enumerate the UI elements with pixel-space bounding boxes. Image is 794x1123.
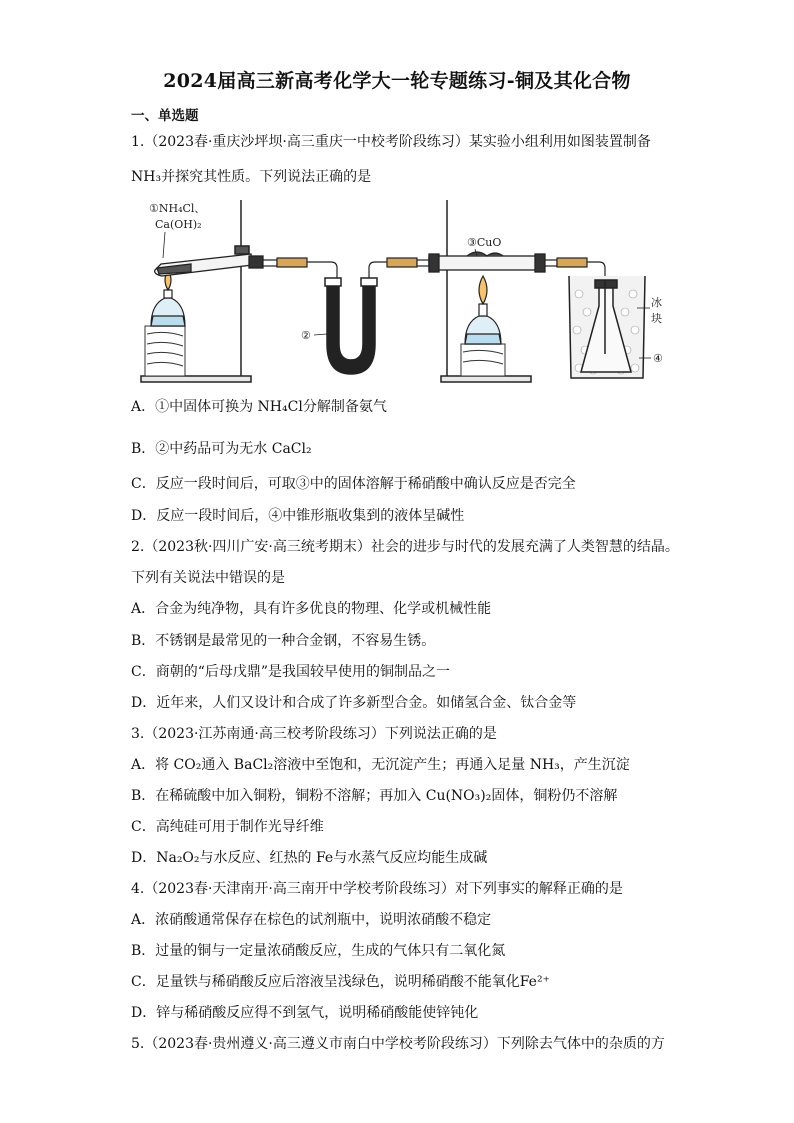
wooden-block-3 bbox=[461, 344, 505, 376]
q3-option-a: A．将 CO₂通入 BaCl₂溶液中至饱和，无沉淀产生；再通入足量 NH₃，产生沉淀 bbox=[131, 757, 630, 773]
q4-option-d: D．锌与稀硝酸反应得不到氢气，说明稀硝酸能使锌钝化 bbox=[131, 1005, 479, 1021]
q5-stem-line1: 5.（2023春·贵州遵义·高三遵义市南白中学校考阶段练习）下列除去气体中的杂质的方 bbox=[131, 1036, 665, 1052]
q4-option-a: A．浓硝酸通常保存在棕色的试剂瓶中，说明浓硝酸不稳定 bbox=[131, 912, 492, 928]
fig-label-ice-1: 冰 bbox=[651, 296, 662, 309]
apparatus-diagram bbox=[131, 194, 671, 384]
wooden-block-1 bbox=[145, 326, 185, 376]
q2-stem-line2: 下列有关说法中错误的是 bbox=[131, 570, 285, 586]
fig-label-1a: ①NH₄Cl、 bbox=[149, 202, 206, 215]
document-title: 2024届高三新高考化学大一轮专题练习-铜及其化合物 bbox=[163, 70, 631, 92]
q1-option-a: A．①中固体可换为 NH₄Cl分解制备氨气 bbox=[131, 399, 387, 415]
q4-stem-line1: 4.（2023春·天津南开·高三南开中学校考阶段练习）对下列事实的解释正确的是 bbox=[131, 881, 623, 897]
fig-label-3: ③CuO bbox=[467, 236, 502, 249]
q2-option-a: A．合金为纯净物，具有许多优良的物理、化学或机械性能 bbox=[131, 601, 492, 617]
alcohol-lamp-3 bbox=[465, 276, 501, 344]
q3-option-c: C．高纯硅可用于制作光导纤维 bbox=[131, 819, 324, 835]
q3-option-b: B．在稀硫酸中加入铜粉，铜粉不溶解；再加入 Cu(NO₃)₂固体，铜粉仍不溶解 bbox=[131, 788, 618, 804]
q3-option-d: D．Na₂O₂与水反应、红热的 Fe与水蒸气反应均能生成碱 bbox=[131, 850, 488, 866]
q2-option-d: D．近年来，人们又设计和合成了许多新型合金。如储氢合金、钛合金等 bbox=[131, 695, 577, 711]
q1-stem-line1: 1.（2023春·重庆沙坪坝·高三重庆一中校考阶段练习）某实验小组利用如图装置制备 bbox=[131, 134, 651, 150]
q1-option-c: C．反应一段时间后，可取③中的固体溶解于稀硝酸中确认反应是否完全 bbox=[131, 476, 576, 492]
q1-stem-line2: NH₃并探究其性质。下列说法正确的是 bbox=[131, 169, 372, 185]
test-tube-1 bbox=[155, 254, 263, 276]
fig-label-4: ④ bbox=[653, 352, 663, 365]
q4-option-c: C．足量铁与稀硝酸反应后溶液呈浅绿色，说明稀硝酸不能氧化Fe²⁺ bbox=[131, 974, 550, 990]
fig-label-ice-2: 块 bbox=[651, 312, 662, 325]
connector-2 bbox=[369, 258, 429, 278]
section-heading: 一、单选题 bbox=[131, 108, 199, 124]
q2-option-c: C．商朝的“后母戊鼎”是我国较早使用的铜制品之一 bbox=[131, 664, 451, 680]
q3-stem-line1: 3.（2023·江苏南通·高三校考阶段练习）下列说法正确的是 bbox=[131, 726, 497, 742]
fig-label-2: ② bbox=[301, 329, 311, 342]
u-tube bbox=[325, 278, 377, 374]
q2-stem-line1: 2.（2023秋·四川广安·高三统考期末）社会的进步与时代的发展充满了人类智慧的结晶。 bbox=[131, 539, 679, 555]
apparatus-figure bbox=[131, 194, 671, 384]
q1-option-b: B．②中药品可为无水 CaCl₂ bbox=[131, 441, 312, 457]
alcohol-lamp-1 bbox=[151, 270, 185, 326]
ice-beaker bbox=[569, 276, 645, 378]
q4-option-b: B．过量的铜与一定量浓硝酸反应，生成的气体只有二氧化氮 bbox=[131, 943, 506, 959]
q1-option-d: D．反应一段时间后，④中锥形瓶收集到的液体呈碱性 bbox=[131, 508, 465, 524]
q2-option-b: B．不锈钢是最常见的一种合金钢，不容易生锈。 bbox=[131, 633, 436, 649]
fig-label-1b: Ca(OH)₂ bbox=[155, 218, 202, 231]
